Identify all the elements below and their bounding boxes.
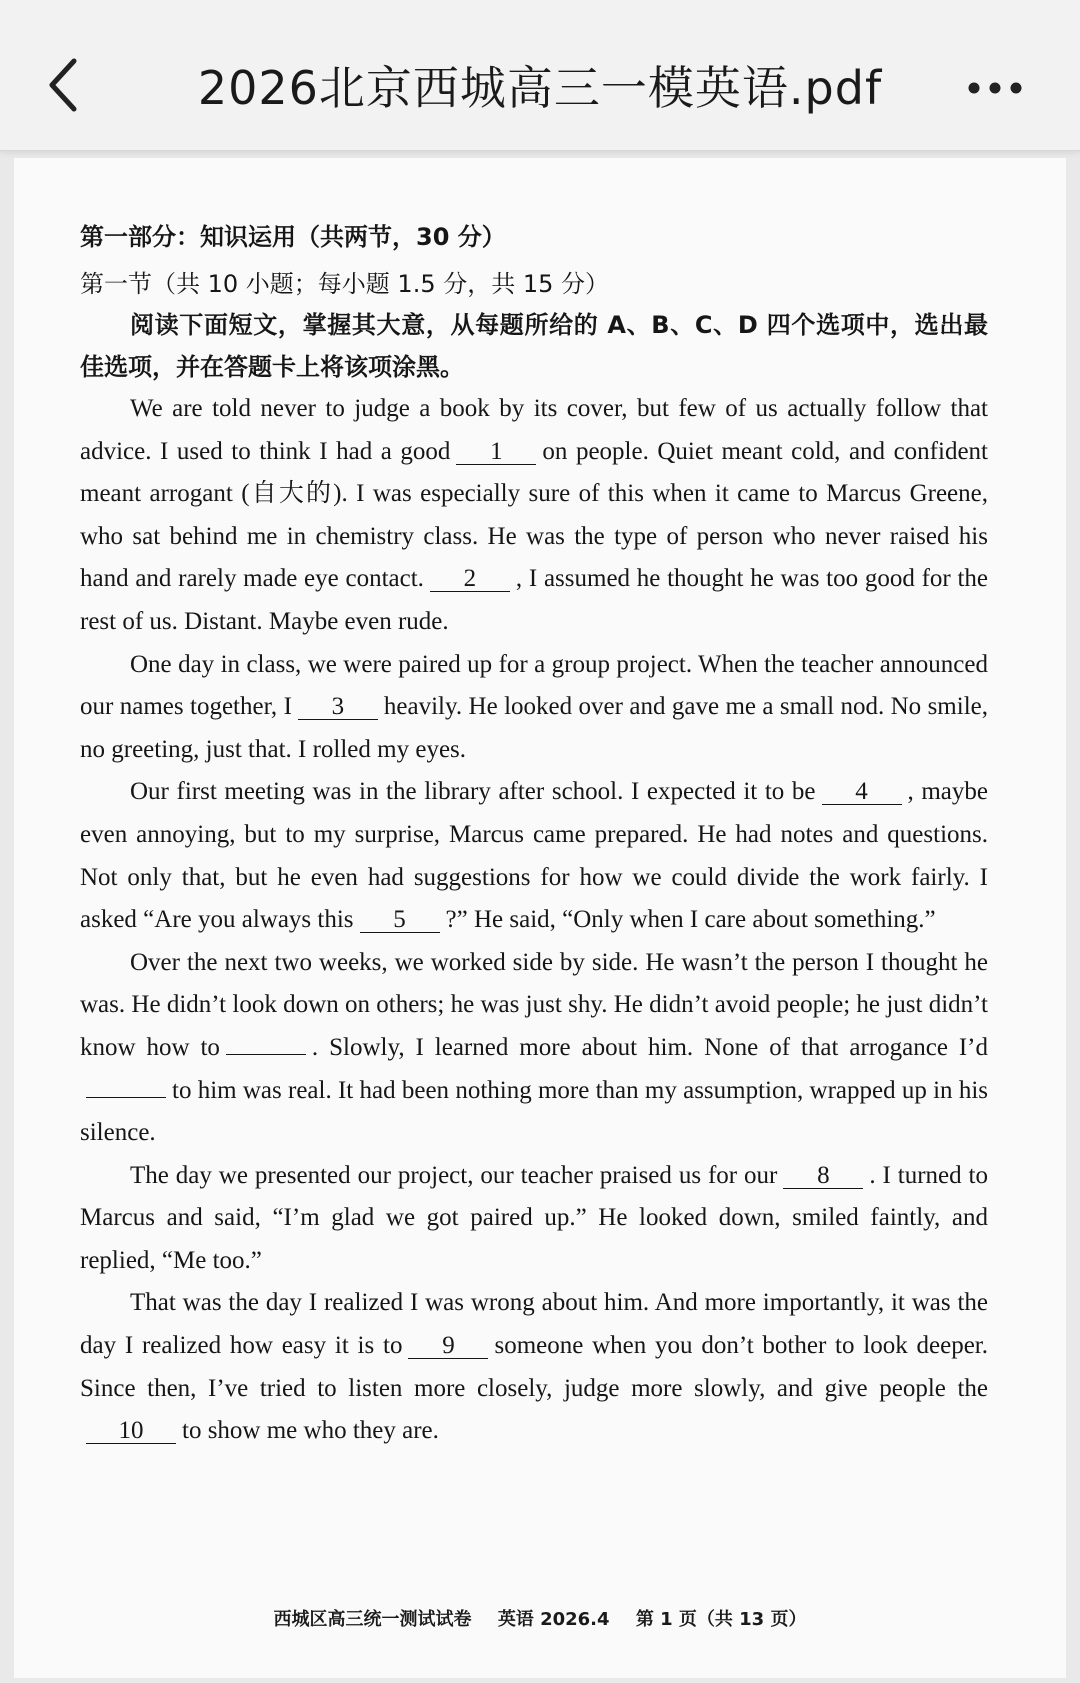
blank-1: 1 bbox=[456, 440, 536, 465]
blank-10: 10 bbox=[86, 1419, 176, 1444]
blank-7 bbox=[86, 1097, 166, 1098]
blank-9: 9 bbox=[408, 1334, 488, 1359]
blank-8: 8 bbox=[783, 1164, 863, 1189]
top-bar bbox=[0, 0, 1080, 151]
footer-exam-name: 西城区高三统一测试试卷 bbox=[273, 1609, 472, 1630]
document-title: 2026北京西城高三一模英语.pdf bbox=[197, 61, 883, 115]
blank-6 bbox=[226, 1054, 306, 1055]
section-heading: 第一节（共 10 小题；每小题 1.5 分，共 15 分） bbox=[80, 270, 610, 298]
more-button[interactable] bbox=[960, 68, 1030, 108]
part-heading: 第一部分：知识运用（共两节，30 分） bbox=[80, 223, 506, 251]
back-button[interactable] bbox=[38, 50, 88, 120]
paragraph-6: That was the day I realized I was wrong about him. And more importantly, it was the day I realized how easy it is to 9 someone when you don’t bother to look deeper. Since then, I’ve tried to listen more closely, judge more slowly, and give people the10 to show me who they are. bbox=[80, 1289, 988, 1445]
more-horizontal-icon bbox=[967, 81, 1023, 95]
blank-2: 2 bbox=[430, 567, 510, 592]
footer-subject-date: 英语 2026.4 bbox=[497, 1609, 610, 1630]
page-footer bbox=[14, 1605, 1066, 1631]
blank-3: 3 bbox=[298, 695, 378, 720]
paragraph-3: Our first meeting was in the library after school. I expected it to be 4 , maybe even annoying, but to my surprise, Marcus came prepared. He had notes and questions. Not only that, but he even had suggestions for how we could divide the work fairly. I asked “Are you always this 5 ?” He said, “Only when I care about something.” bbox=[80, 778, 988, 934]
pdf-page[interactable] bbox=[14, 158, 1066, 1678]
paragraph-2: One day in class, we were paired up for a group project. When the teacher announced our names together, I 3 heavily. He looked over and gave me a small nod. No smile, no greeting, just that. I rolled my eyes. bbox=[80, 650, 988, 763]
paragraph-5: The day we presented our project, our teacher praised us for our 8 . I turned to Marcus and said, “I’m glad we got paired up.” He looked down, smiled faintly, and replied, “Me too.” bbox=[80, 1161, 988, 1274]
footer-page-number: 第 1 页（共 13 页） bbox=[635, 1609, 807, 1630]
paragraph-4: Over the next two weeks, we worked side by side. He wasn’t the person I thought he was. He didn’t look down on others; he was just shy. He didn’t avoid people; he just didn’t know how to . Slowly, I learned more about him. None of that arrogance I’dto him was real. It had been nothing more than my assumption, wrapped up in his silence. bbox=[80, 948, 988, 1147]
blank-4: 4 bbox=[822, 780, 902, 805]
paragraph-1: We are told never to judge a book by its cover, but few of us actually follow that advice. I used to think I had a good 1 on people. Quiet meant cold, and confident meant arrogant (自大的). I was especially sure of this when it came to Marcus Greene, who sat behind me in chemistry class. He was the type of person who never raised his hand and rarely made eye contact. 2 , I assumed he thought he was too good for the rest of us. Distant. Maybe even rude. bbox=[80, 395, 988, 635]
page-content bbox=[80, 210, 988, 1453]
blank-5: 5 bbox=[360, 908, 440, 933]
instructions: 阅读下面短文，掌握其大意，从每题所给的 A、B、C、D 四个选项中，选出最佳选项，并在答题卡上将该项涂黑。 bbox=[80, 311, 988, 381]
chevron-left-icon bbox=[46, 57, 80, 113]
